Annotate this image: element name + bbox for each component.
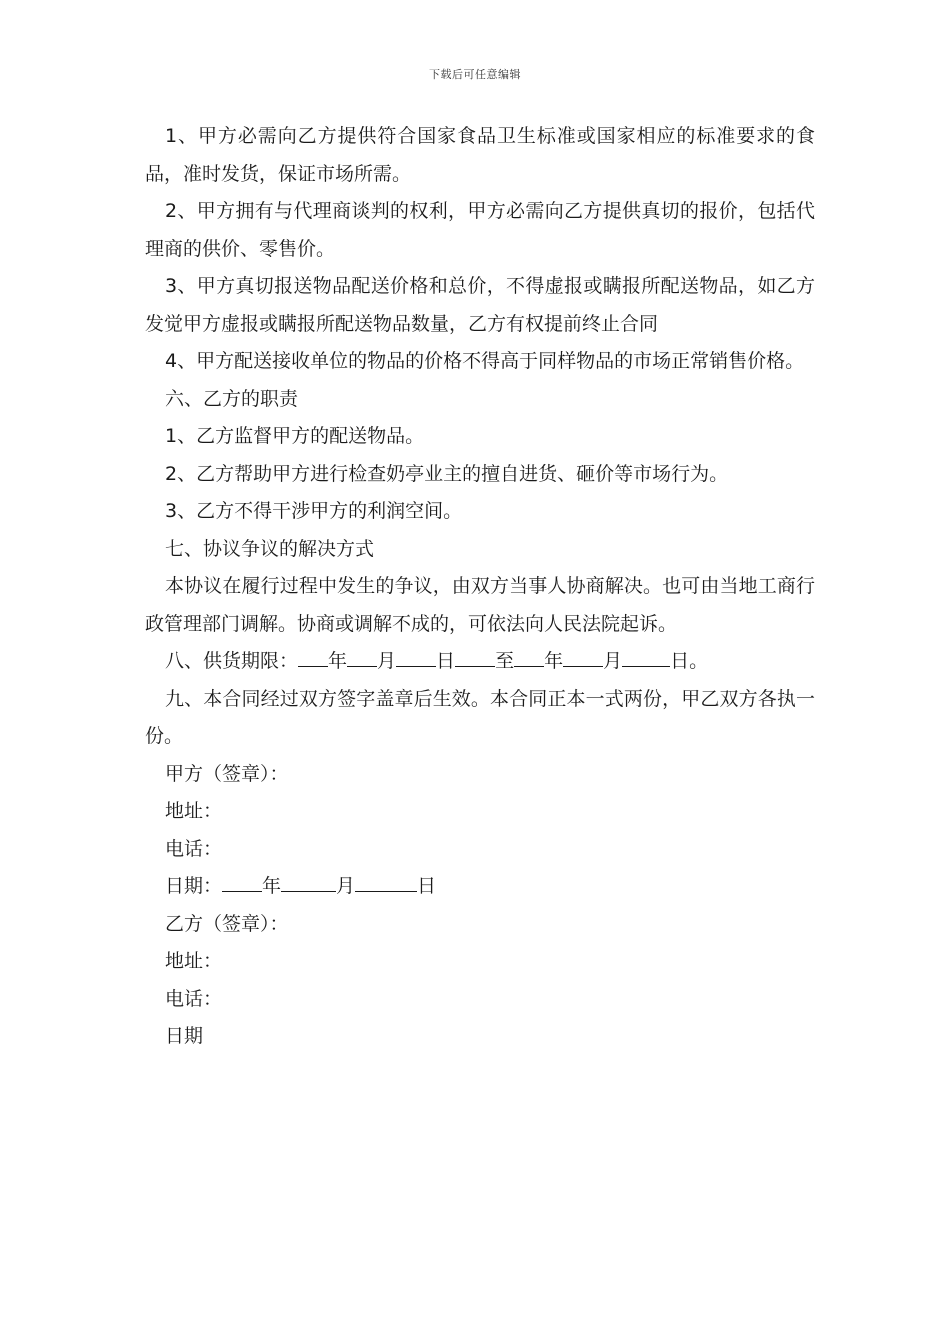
blank-start-year [298,650,328,667]
party-b-phone: 电话： [165,987,223,1010]
blank-start-month [347,650,377,667]
party-a-month-unit: 月 [336,875,356,897]
start-year-unit: 年 [328,650,348,672]
clause-a-1: 1、甲方必需向乙方提供符合国家食品卫生标准或国家相应的标准要求的食品，准时发货，保证市场所需。 [145,125,815,185]
blank-end-day [622,650,670,667]
end-month-unit: 月 [603,650,623,672]
blank-end-year [514,650,544,667]
section-9-text: 九、本合同经过双方签字盖章后生效。本合同正本一式两份，甲乙双方各执一份。 [145,687,815,747]
to-label: 至 [495,650,515,672]
clause-a-4: 4、甲方配送接收单位的物品的价格不得高于同样物品的市场正常销售价格。 [165,350,805,372]
section-6-heading: 六、乙方的职责 [165,387,299,410]
party-a-title: 甲方（签章）： [165,762,289,785]
party-a-address: 地址： [165,800,223,822]
document-body [145,118,815,1056]
party-b-date-label: 日期 [165,1025,204,1047]
end-year-unit: 年 [544,650,564,672]
blank-end-month [563,650,603,667]
clause-b-1: 1、乙方监督甲方的配送物品。 [165,425,425,447]
blank-start-day [396,650,436,667]
header-note: 下载后可任意编辑 [429,68,521,81]
party-a-date [145,868,815,906]
section-7-heading: 七、协议争议的解决方式 [165,537,375,560]
end-day-unit: 日。 [670,650,709,672]
clause-a-2: 2、甲方拥有与代理商谈判的权利，甲方必需向乙方提供真切的报价，包括代理商的供价、零售价。 [145,200,815,260]
party-a-day-unit: 日 [417,875,437,897]
start-month-unit: 月 [377,650,397,672]
section-7-text: 本协议在履行过程中发生的争议，由双方当事人协商解决。也可由当地工商行政管理部门调解。协商或调解不成的，可依法向人民法院起诉。 [145,575,815,635]
section-8-supply-period [145,643,815,681]
clause-b-2: 2、乙方帮助甲方进行检查奶亭业主的擅自进货、砸价等市场行为。 [165,462,729,485]
blank-party-a-month [281,875,336,892]
supply-period-label: 八、供货期限： [165,650,299,672]
clause-b-3: 3、乙方不得干涉甲方的利润空间。 [165,500,463,522]
blank-party-a-day [355,875,417,892]
party-b-address: 地址： [165,950,223,972]
clause-a-3: 3、甲方真切报送物品配送价格和总价，不得虚报或瞒报所配送物品，如乙方发觉甲方虚报或瞒报所配送物品数量，乙方有权提前终止合同 [145,275,815,335]
blank-to-gap [455,650,495,667]
party-b-title: 乙方（签章）： [165,912,289,935]
start-day-unit: 日 [436,650,456,672]
blank-party-a-year [222,875,262,892]
party-a-year-unit: 年 [262,875,282,897]
party-a-date-label: 日期： [165,875,223,897]
party-a-phone: 电话： [165,837,223,860]
